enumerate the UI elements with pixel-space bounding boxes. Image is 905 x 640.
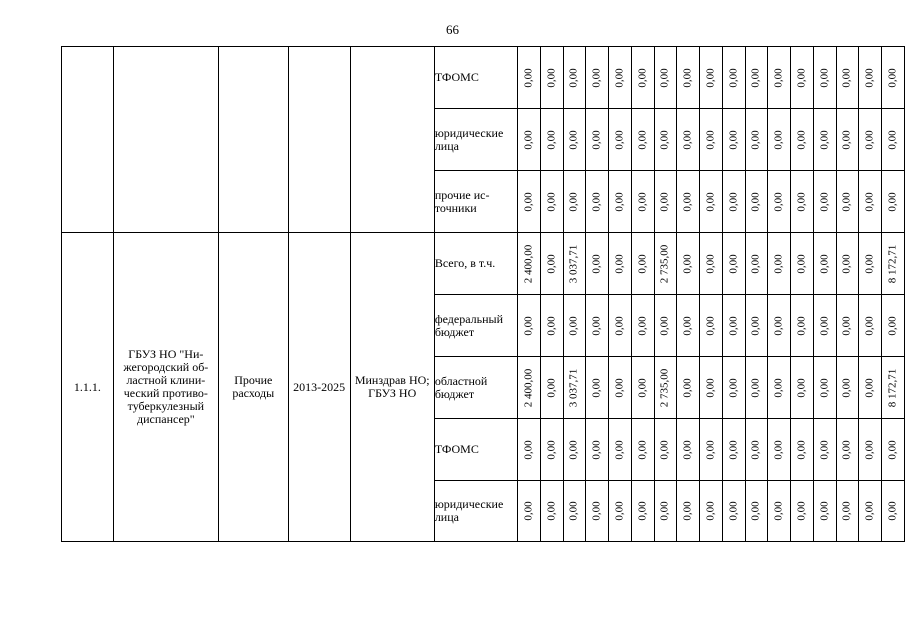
value-text: 0,00 (681, 191, 694, 212)
value-text: 0,00 (749, 315, 762, 336)
value-text: 0,00 (795, 67, 808, 88)
value-cell (540, 233, 563, 295)
value-text: 0,00 (545, 191, 558, 212)
value-text: 0,00 (772, 129, 785, 150)
value-cell (745, 419, 768, 481)
value-cell (722, 47, 745, 109)
value-text: 0,00 (772, 315, 785, 336)
value-text: 0,00 (704, 67, 717, 88)
value-text: 0,00 (818, 67, 831, 88)
value-text: 0,00 (840, 377, 853, 398)
value-text: 0,00 (863, 501, 876, 521)
value-text: 0,00 (749, 129, 762, 150)
value-text: 0,00 (590, 129, 603, 150)
value-cell (563, 171, 586, 233)
value-text: 0,00 (795, 439, 808, 460)
funding-source-cell: юридические лица (434, 481, 517, 542)
value-cell (518, 481, 541, 542)
value-cell (518, 357, 541, 419)
value-text: 0,00 (522, 501, 535, 521)
value-text: 0,00 (704, 501, 717, 521)
value-text: 2 400,00 (522, 368, 535, 407)
value-cell (745, 233, 768, 295)
funding-source-cell: областной бюджет (434, 357, 517, 419)
value-cell (791, 171, 814, 233)
value-cell (631, 357, 654, 419)
value-text: 0,00 (636, 253, 649, 274)
value-cell (586, 47, 609, 109)
value-cell (563, 419, 586, 481)
value-cell (540, 481, 563, 542)
value-cell (791, 481, 814, 542)
value-text: 0,00 (772, 191, 785, 212)
value-text: 0,00 (567, 315, 580, 336)
value-cell (722, 109, 745, 171)
value-text: 0,00 (840, 67, 853, 88)
value-cell (813, 295, 836, 357)
value-cell (586, 295, 609, 357)
value-text: 0,00 (863, 129, 876, 150)
value-cell (791, 109, 814, 171)
value-text: 2 400,00 (522, 244, 535, 283)
value-text: 0,00 (886, 315, 899, 336)
value-cell (609, 171, 632, 233)
value-text: 0,00 (681, 377, 694, 398)
value-text: 0,00 (590, 439, 603, 460)
value-cell (882, 295, 905, 357)
funding-source-cell: Всего, в т.ч. (434, 233, 517, 295)
value-cell (677, 357, 700, 419)
value-cell (836, 357, 859, 419)
value-text: 0,00 (749, 377, 762, 398)
value-cell (563, 109, 586, 171)
period-cell (288, 47, 350, 233)
value-text: 0,00 (567, 129, 580, 150)
value-text: 0,00 (522, 191, 535, 212)
value-cell (700, 295, 723, 357)
value-cell (813, 481, 836, 542)
value-cell (813, 357, 836, 419)
value-cell (563, 47, 586, 109)
value-text: 0,00 (658, 191, 671, 212)
name-cell (113, 47, 218, 233)
executor-cell: Минздрав НО; ГБУЗ НО (350, 233, 434, 542)
value-cell (882, 481, 905, 542)
value-cell (654, 419, 677, 481)
value-text: 0,00 (863, 439, 876, 460)
value-cell (882, 357, 905, 419)
value-cell (540, 357, 563, 419)
value-cell (859, 109, 882, 171)
value-text: 0,00 (840, 315, 853, 336)
value-cell (700, 481, 723, 542)
value-text: 0,00 (704, 315, 717, 336)
value-text: 0,00 (818, 439, 831, 460)
value-text: 0,00 (727, 191, 740, 212)
value-cell (745, 109, 768, 171)
value-text: 0,00 (727, 253, 740, 274)
value-text: 0,00 (636, 501, 649, 521)
funding-source-cell: юридические лица (434, 109, 517, 171)
value-cell (540, 295, 563, 357)
value-text: 0,00 (590, 191, 603, 212)
value-cell (745, 357, 768, 419)
value-cell (722, 295, 745, 357)
value-text: 0,00 (681, 315, 694, 336)
value-cell (677, 109, 700, 171)
value-cell (882, 233, 905, 295)
value-text: 0,00 (636, 377, 649, 398)
value-cell (722, 481, 745, 542)
value-cell (563, 295, 586, 357)
value-text: 0,00 (795, 377, 808, 398)
value-text: 0,00 (567, 439, 580, 460)
value-cell (654, 233, 677, 295)
value-text: 0,00 (590, 253, 603, 274)
table-row (62, 47, 905, 109)
value-cell (722, 419, 745, 481)
value-cell (836, 47, 859, 109)
value-text: 0,00 (658, 501, 671, 521)
value-text: 0,00 (658, 315, 671, 336)
value-text: 8 172,71 (886, 244, 899, 283)
value-cell (631, 481, 654, 542)
value-text: 0,00 (772, 501, 785, 521)
value-cell (586, 171, 609, 233)
value-text: 0,00 (545, 377, 558, 398)
value-text: 0,00 (749, 439, 762, 460)
value-cell (745, 47, 768, 109)
value-cell (654, 357, 677, 419)
value-cell (722, 357, 745, 419)
value-cell (813, 171, 836, 233)
period-cell: 2013-2025 (288, 233, 350, 542)
value-text: 0,00 (613, 253, 626, 274)
value-cell (654, 109, 677, 171)
value-cell (745, 295, 768, 357)
value-cell (677, 481, 700, 542)
value-cell (813, 47, 836, 109)
funding-source-cell: ТФОМС (434, 47, 517, 109)
value-text: 0,00 (567, 501, 580, 521)
value-text: 0,00 (727, 315, 740, 336)
value-cell (882, 419, 905, 481)
value-text: 0,00 (772, 439, 785, 460)
value-cell (813, 233, 836, 295)
value-text: 0,00 (704, 253, 717, 274)
value-cell (609, 233, 632, 295)
value-text: 0,00 (590, 315, 603, 336)
value-cell (768, 47, 791, 109)
value-text: 0,00 (636, 439, 649, 460)
value-text: 0,00 (613, 191, 626, 212)
number-cell: 1.1.1. (62, 233, 114, 542)
value-cell (586, 109, 609, 171)
value-cell (813, 109, 836, 171)
value-text: 0,00 (636, 191, 649, 212)
value-text: 0,00 (590, 501, 603, 521)
value-text: 0,00 (818, 377, 831, 398)
value-cell (631, 47, 654, 109)
value-cell (609, 47, 632, 109)
value-cell (836, 295, 859, 357)
value-text: 0,00 (840, 439, 853, 460)
value-cell (631, 233, 654, 295)
value-text: 0,00 (727, 439, 740, 460)
name-cell: ГБУЗ НО "Ни-жегородский об-ластной клини-ческий противо-туберкулезный диспансер" (113, 233, 218, 542)
value-text: 0,00 (681, 439, 694, 460)
value-text: 0,00 (681, 67, 694, 88)
value-cell (586, 357, 609, 419)
value-cell (745, 171, 768, 233)
value-text: 0,00 (749, 501, 762, 521)
value-cell (609, 295, 632, 357)
value-cell (609, 419, 632, 481)
value-text: 0,00 (545, 67, 558, 88)
value-cell (791, 233, 814, 295)
value-cell (609, 481, 632, 542)
value-text: 0,00 (545, 129, 558, 150)
value-text: 0,00 (749, 253, 762, 274)
value-cell (813, 419, 836, 481)
value-text: 0,00 (795, 129, 808, 150)
value-cell (540, 419, 563, 481)
funding-source-cell: ТФОМС (434, 419, 517, 481)
value-text: 0,00 (590, 67, 603, 88)
value-text: 0,00 (590, 377, 603, 398)
value-cell (859, 233, 882, 295)
value-text: 0,00 (704, 377, 717, 398)
expense-type-cell (219, 47, 288, 233)
value-text: 0,00 (636, 129, 649, 150)
value-cell (700, 171, 723, 233)
value-text: 0,00 (840, 191, 853, 212)
value-cell (518, 295, 541, 357)
value-text: 0,00 (886, 129, 899, 150)
value-cell (654, 47, 677, 109)
value-text: 0,00 (567, 191, 580, 212)
value-text: 0,00 (704, 129, 717, 150)
value-text: 0,00 (863, 315, 876, 336)
value-cell (768, 233, 791, 295)
value-cell (859, 419, 882, 481)
value-cell (518, 171, 541, 233)
value-cell (768, 419, 791, 481)
value-text: 3 037,71 (567, 244, 580, 283)
value-text: 0,00 (522, 439, 535, 460)
value-text: 0,00 (545, 253, 558, 274)
number-cell (62, 47, 114, 233)
value-text: 0,00 (658, 67, 671, 88)
value-cell (677, 47, 700, 109)
value-text: 0,00 (545, 501, 558, 521)
value-cell (518, 233, 541, 295)
value-cell (609, 109, 632, 171)
value-text: 8 172,71 (886, 368, 899, 407)
value-cell (586, 481, 609, 542)
value-cell (609, 357, 632, 419)
value-text: 0,00 (772, 377, 785, 398)
value-text: 0,00 (863, 67, 876, 88)
value-text: 0,00 (727, 377, 740, 398)
value-text: 0,00 (704, 439, 717, 460)
value-text: 0,00 (522, 129, 535, 150)
value-cell (882, 47, 905, 109)
value-cell (700, 419, 723, 481)
value-text: 2 735,00 (658, 244, 671, 283)
value-cell (700, 47, 723, 109)
value-text: 0,00 (795, 253, 808, 274)
value-cell (768, 171, 791, 233)
value-cell (859, 357, 882, 419)
value-text: 0,00 (772, 67, 785, 88)
value-cell (768, 357, 791, 419)
value-text: 0,00 (818, 191, 831, 212)
value-cell (563, 357, 586, 419)
value-text: 0,00 (522, 315, 535, 336)
value-cell (882, 171, 905, 233)
value-text: 0,00 (681, 253, 694, 274)
value-cell (563, 481, 586, 542)
value-text: 0,00 (545, 439, 558, 460)
value-cell (882, 109, 905, 171)
value-text: 0,00 (863, 191, 876, 212)
funding-source-cell: федеральный бюджет (434, 295, 517, 357)
value-text: 0,00 (886, 501, 899, 521)
value-cell (654, 481, 677, 542)
value-cell (540, 109, 563, 171)
value-text: 0,00 (818, 253, 831, 274)
value-text: 0,00 (613, 315, 626, 336)
value-text: 0,00 (840, 129, 853, 150)
value-text: 0,00 (886, 67, 899, 88)
value-text: 0,00 (727, 501, 740, 521)
value-cell (859, 171, 882, 233)
value-text: 0,00 (840, 501, 853, 521)
expense-type-cell: Прочие расходы (219, 233, 288, 542)
value-cell (518, 109, 541, 171)
table-row (62, 233, 905, 295)
value-cell (518, 419, 541, 481)
value-text: 0,00 (727, 129, 740, 150)
value-text: 0,00 (727, 67, 740, 88)
value-cell (540, 171, 563, 233)
value-cell (836, 109, 859, 171)
value-cell (768, 109, 791, 171)
budget-table (61, 46, 905, 542)
value-cell (791, 357, 814, 419)
value-cell (677, 295, 700, 357)
value-text: 0,00 (772, 253, 785, 274)
value-text: 0,00 (522, 67, 535, 88)
value-text: 0,00 (613, 377, 626, 398)
value-cell (722, 233, 745, 295)
value-text: 0,00 (749, 191, 762, 212)
value-text: 0,00 (613, 501, 626, 521)
value-text: 0,00 (567, 67, 580, 88)
value-cell (631, 171, 654, 233)
value-cell (768, 481, 791, 542)
value-text: 0,00 (613, 129, 626, 150)
value-cell (631, 295, 654, 357)
value-text: 0,00 (818, 129, 831, 150)
value-cell (791, 47, 814, 109)
value-cell (836, 171, 859, 233)
value-cell (859, 47, 882, 109)
value-text: 0,00 (658, 129, 671, 150)
value-text: 0,00 (658, 439, 671, 460)
value-cell (859, 295, 882, 357)
value-cell (654, 171, 677, 233)
funding-source-cell: прочие ис-точники (434, 171, 517, 233)
value-cell (677, 419, 700, 481)
value-cell (586, 233, 609, 295)
value-cell (700, 233, 723, 295)
value-cell (836, 233, 859, 295)
value-text: 0,00 (795, 501, 808, 521)
value-text: 0,00 (886, 191, 899, 212)
value-text: 0,00 (636, 315, 649, 336)
value-text: 3 037,71 (567, 368, 580, 407)
value-text: 0,00 (795, 315, 808, 336)
value-text: 0,00 (613, 439, 626, 460)
value-cell (700, 109, 723, 171)
value-text: 0,00 (863, 377, 876, 398)
value-text: 0,00 (681, 501, 694, 521)
value-text: 0,00 (681, 129, 694, 150)
value-cell (631, 109, 654, 171)
value-cell (836, 419, 859, 481)
value-cell (563, 233, 586, 295)
value-text: 0,00 (795, 191, 808, 212)
page-number: 66 (446, 22, 459, 37)
value-cell (836, 481, 859, 542)
value-cell (768, 295, 791, 357)
value-cell (677, 233, 700, 295)
value-cell (586, 419, 609, 481)
value-cell (518, 47, 541, 109)
value-text: 0,00 (818, 501, 831, 521)
value-cell (791, 419, 814, 481)
value-text: 0,00 (840, 253, 853, 274)
value-cell (677, 171, 700, 233)
value-cell (745, 481, 768, 542)
value-cell (631, 419, 654, 481)
value-cell (654, 295, 677, 357)
value-cell (859, 481, 882, 542)
value-text: 0,00 (818, 315, 831, 336)
value-text: 2 735,00 (658, 368, 671, 407)
value-text: 0,00 (886, 439, 899, 460)
value-cell (700, 357, 723, 419)
value-text: 0,00 (704, 191, 717, 212)
value-cell (540, 47, 563, 109)
value-text: 0,00 (613, 67, 626, 88)
value-cell (791, 295, 814, 357)
executor-cell (350, 47, 434, 233)
value-text: 0,00 (749, 67, 762, 88)
value-text: 0,00 (636, 67, 649, 88)
value-text: 0,00 (545, 315, 558, 336)
value-cell (722, 171, 745, 233)
value-text: 0,00 (863, 253, 876, 274)
